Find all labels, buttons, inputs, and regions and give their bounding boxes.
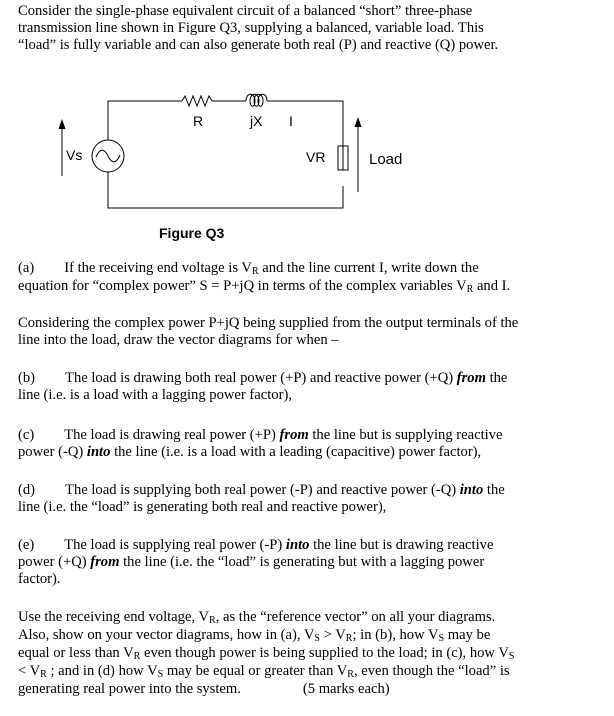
closing-text: Also, show on your vector diagrams, how in (a), V [18,627,315,643]
part-c-text: power (-Q) [18,444,87,460]
closing-text: equal or less than V [18,645,134,661]
inductor-symbol [246,94,267,106]
intro-line: transmission line shown in Figure Q3, supplying a balanced, variable load. This [18,20,484,36]
closing-text: < V [18,663,41,679]
part-a-text: and the line current I, write down the [258,260,479,276]
part-c [18,427,598,461]
sine-wave-icon [96,150,120,162]
considering-paragraph [18,315,598,349]
part-d-text: The load is supplying both real power (-P) and reactive power (-Q) [65,482,460,498]
part-a-text: If the receiving end voltage is V [64,260,252,276]
subscript: S [314,633,320,644]
part-a-text: equation for “complex power” S = P+jQ in terms of the complex variables V [18,278,467,294]
part-e-text: The load is supplying real power (-P) [64,537,286,553]
subscript: R [40,669,47,680]
part-c-text: The load is drawing real power (+P) [64,427,280,443]
resistor-symbol [182,96,212,106]
closing-text: ; in (b), how V [352,627,439,643]
label-i: I [289,113,293,129]
vr-arrowhead [355,117,362,127]
emphasis: from [456,370,486,386]
closing-text: Use the receiving end voltage, V [18,609,210,625]
part-c-text: the line (i.e. is a load with a leading (capacitive) power factor), [110,444,482,460]
closing-text: generating real power into the system. [18,681,241,697]
label-vs: Vs [66,147,83,163]
part-e-tag: (e) [18,537,35,553]
wire-left [108,101,182,140]
considering-line: Considering the complex power P+jQ being supplied from the output terminals of the [18,315,519,331]
closing-text: > V [319,627,346,643]
considering-line: line into the load, draw the vector diagrams for when – [18,332,339,348]
part-b-text: The load is drawing both real power (+P) and reactive power (+Q) [65,370,457,386]
emphasis: from [279,427,309,443]
closing-text: may be equal or greater than V [163,663,348,679]
intro-line: “load” is fully variable and can also generate both real (P) and reactive (Q) power. [18,37,499,53]
part-a-tag: (a) [18,260,35,276]
part-e-text: the line but is drawing reactive [309,537,494,553]
closing-text: even though power is being supplied to the load; in (c), how V [140,645,509,661]
part-a-text: and I. [473,278,511,294]
part-e [18,537,598,588]
subscript: R [345,633,353,644]
part-c-text: the line but is supplying reactive [308,427,503,443]
wire-right [267,101,343,170]
closing-text: ; and in (d) how V [46,663,158,679]
label-load: Load [369,151,403,168]
subscript: R [133,651,141,662]
emphasis: into [86,444,111,460]
closing-text: , even though the “load” is [353,663,510,679]
part-e-text: the line (i.e. the “load” is generating but with a lagging power [119,554,485,570]
part-b-text: the [485,370,508,386]
part-d-tag: (d) [18,482,36,498]
subscript: S [157,669,164,680]
subscript: R [347,669,354,680]
closing-text: may be [444,627,491,643]
part-d-text: the [483,482,505,498]
emphasis: from [90,554,120,570]
part-e-text: factor). [18,571,61,587]
label-r: R [193,113,204,129]
vs-arrowhead [59,119,66,129]
subscript: R [466,284,474,295]
subscript: S [438,633,445,644]
part-d-text: line (i.e. the “load” is generating both real and reactive power), [18,499,387,515]
intro-line: Consider the single-phase equivalent circuit of a balanced “short” three-phase [18,3,473,19]
part-a [18,260,598,296]
part-d [18,482,598,516]
emphasis: into [459,482,484,498]
closing-paragraph [18,609,598,698]
label-vr: VR [306,149,326,165]
part-e-text: power (+Q) [18,554,91,570]
part-b-text: line (i.e. is a load with a lagging power factor), [18,387,292,403]
wire-bottom [108,172,343,208]
figure-caption: Figure Q3 [159,225,225,241]
subscript: R [251,266,259,277]
part-c-tag: (c) [18,427,35,443]
label-jx: jX [250,113,263,129]
emphasis: into [285,537,310,553]
marks-label: (5 marks each) [302,681,390,697]
closing-text: , as the “reference vector” on all your diagrams. [215,609,496,625]
part-b-tag: (b) [18,370,36,386]
subscript: S [508,651,515,662]
part-b [18,370,598,404]
subscript: R [209,615,216,626]
